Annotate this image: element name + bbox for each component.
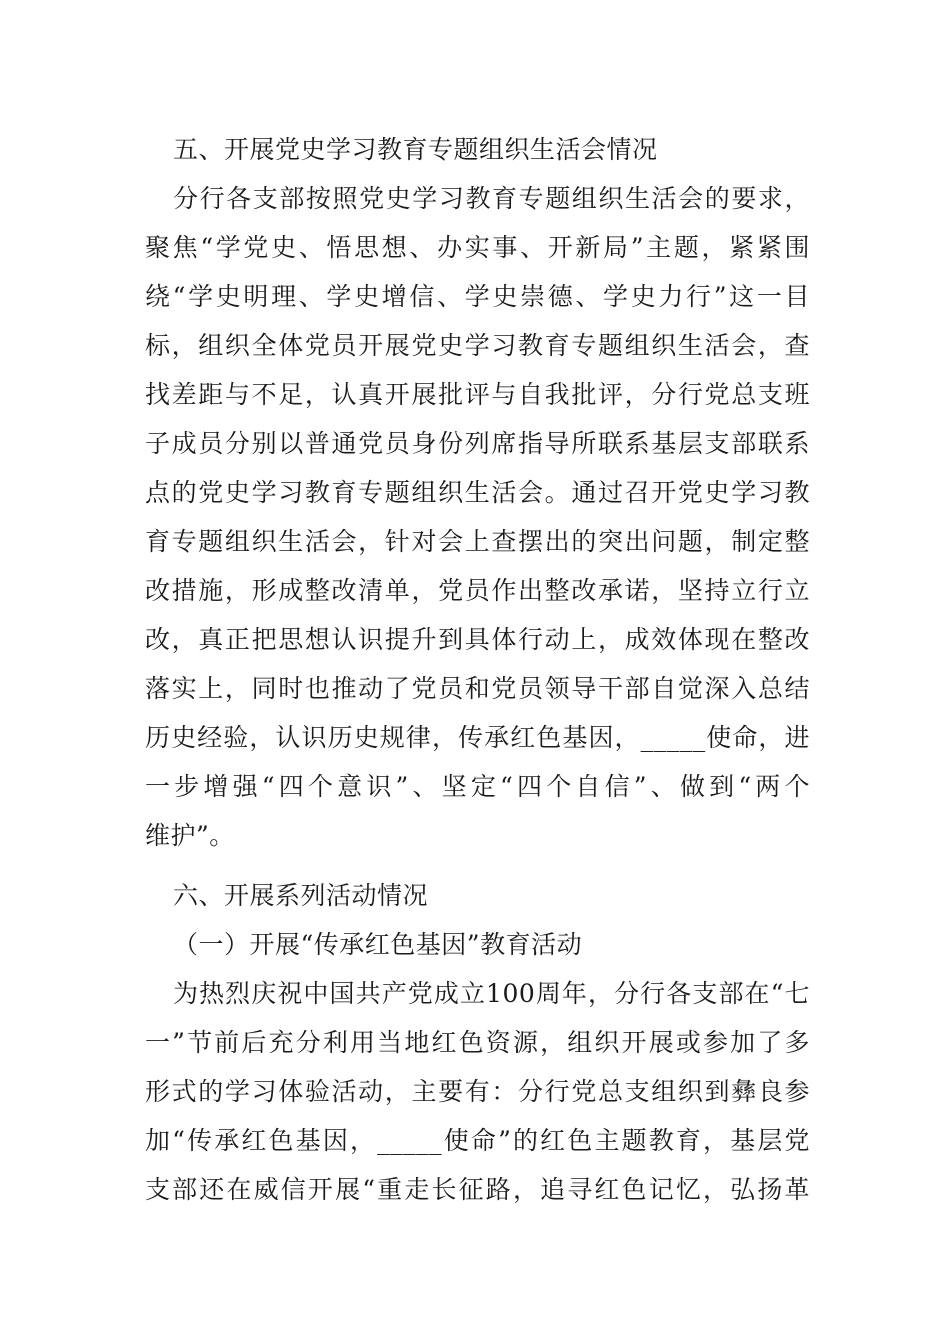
- paragraph-line: 改措施，形成整改清单，党员作出整改承诺，坚持立行立: [145, 576, 810, 605]
- paragraph-line: 历史经验，认识历史规律，传承红色基因，_____使命，进: [145, 723, 810, 752]
- paragraph-line: 点的党史学习教育专题组织生活会。通过召开党史学习教: [145, 478, 810, 507]
- paragraph-line: 标，组织全体党员开展党史学习教育专题组织生活会，查: [145, 331, 810, 360]
- subsection-heading-one: （一）开展“传承红色基因”教育活动: [173, 930, 583, 959]
- paragraph-line: 形式的学习体验活动，主要有：分行党总支组织到彝良参: [145, 1077, 810, 1106]
- paragraph-line: 分行各支部按照党史学习教育专题组织生活会的要求，: [173, 184, 810, 213]
- paragraph-line: 绕“学史明理、学史增信、学史崇德、学史力行”这一目: [145, 282, 810, 311]
- paragraph-line: 找差距与不足，认真开展批评与自我批评，分行党总支班: [145, 380, 810, 409]
- section-heading-six: 六、开展系列活动情况: [173, 881, 429, 910]
- paragraph-line: 加“传承红色基因，_____使命”的红色主题教育，基层党: [145, 1126, 810, 1155]
- paragraph-line: 改，真正把思想认识提升到具体行动上，成效体现在整改: [145, 625, 810, 654]
- paragraph-line: 一”节前后充分利用当地红色资源，组织开展或参加了多: [145, 1028, 810, 1057]
- section-heading-five: 五、开展党史学习教育专题组织生活会情况: [173, 135, 658, 164]
- paragraph-line: 一步增强“四个意识”、坚定“四个自信”、做到“两个: [145, 772, 810, 801]
- paragraph-line: 为热烈庆祝中国共产党成立100周年，分行各支部在“七: [173, 979, 810, 1008]
- paragraph-line: 落实上，同时也推动了党员和党员领导干部自觉深入总结: [145, 674, 810, 703]
- paragraph-line: 育专题组织生活会，针对会上查摆出的突出问题，制定整: [145, 527, 810, 556]
- paragraph-line: 支部还在威信开展“重走长征路，追寻红色记忆，弘扬革: [145, 1175, 810, 1204]
- paragraph-line: 维护”。: [145, 821, 235, 850]
- paragraph-line: 子成员分别以普通党员身份列席指导所联系基层支部联系: [145, 429, 810, 458]
- paragraph-line: 聚焦“学党史、悟思想、办实事、开新局”主题，紧紧围: [145, 233, 810, 262]
